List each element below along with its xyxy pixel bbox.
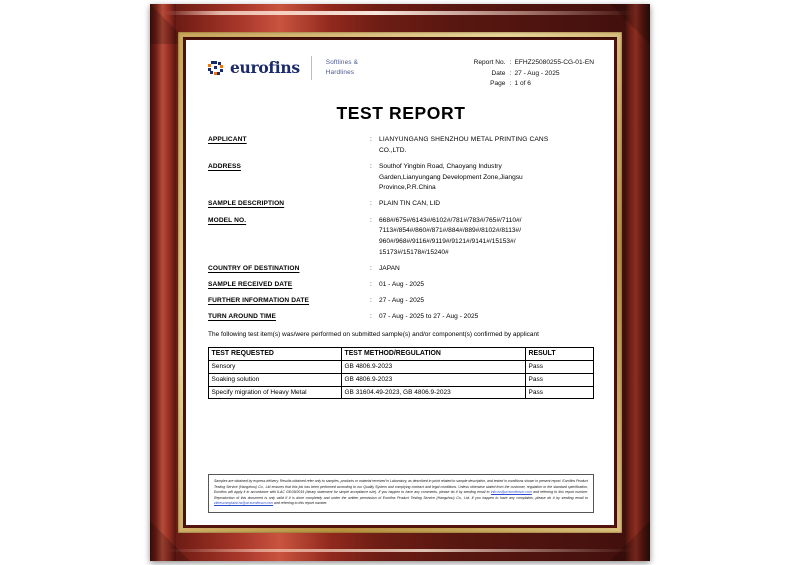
meta-value-date: 27 - Aug - 2025 bbox=[514, 69, 560, 77]
cell-test-requested: Sensory bbox=[209, 361, 342, 374]
field-value-country-of-destination: JAPAN bbox=[379, 264, 400, 272]
frame-gloss-highlight bbox=[164, 11, 636, 15]
cell-test-method: GB 4806.9-2023 bbox=[342, 373, 526, 386]
eurofins-logo bbox=[208, 56, 358, 80]
eurofins-dots-icon bbox=[208, 61, 223, 76]
field-value-turn-around-time: 07 - Aug - 2025 to 27 - Aug - 2025 bbox=[379, 313, 479, 321]
meta-value-page: 1 of 6 bbox=[514, 80, 531, 88]
brand-subtitle-line2: Hardlines bbox=[325, 69, 355, 76]
field-colon-address: : bbox=[370, 162, 372, 170]
cell-result: Pass bbox=[526, 361, 594, 374]
field-colon-applicant: : bbox=[370, 136, 372, 144]
field-turn-around-time bbox=[208, 312, 594, 323]
field-sample-received-date bbox=[208, 280, 594, 291]
report-fields bbox=[208, 135, 594, 323]
field-applicant bbox=[208, 135, 594, 156]
brand-subtitle bbox=[326, 58, 358, 78]
brand-divider bbox=[311, 56, 312, 80]
field-value-sample-description: PLAIN TIN CAN, LID bbox=[379, 200, 441, 208]
table-header-result: RESULT bbox=[526, 347, 594, 360]
field-address bbox=[208, 162, 594, 194]
field-model-no bbox=[208, 216, 594, 259]
brand-subtitle-line1: Softlines & bbox=[325, 59, 358, 67]
field-value-applicant: LIANYUNGANG SHENZHOU METAL PRINTING CANS CO.,LTD. bbox=[379, 136, 549, 154]
field-label-further-information-date: FURTHER INFORMATION DATE bbox=[208, 297, 310, 305]
field-label-applicant: APPLICANT bbox=[208, 136, 247, 144]
table-row bbox=[209, 386, 594, 399]
frame-gloss-highlight-bottom bbox=[166, 549, 634, 552]
report-header bbox=[208, 56, 594, 90]
report-meta bbox=[463, 58, 594, 90]
table-header-test-method: TEST METHOD/REGULATION bbox=[342, 347, 526, 360]
field-label-turn-around-time: TURN AROUND TIME bbox=[208, 313, 277, 321]
meta-row-report-no bbox=[463, 58, 594, 69]
field-value-address: Southof Yingbin Road, Chaoyang Industry Garden,Lianyungang Development Zone,Jiangsu Province,P.R.China bbox=[379, 162, 523, 192]
disclaimer-text bbox=[214, 479, 588, 507]
cell-result: Pass bbox=[526, 386, 594, 399]
brand-name: eurofins bbox=[230, 58, 300, 78]
table-header-test-requested: TEST REQUESTED bbox=[209, 347, 342, 360]
meta-row-page bbox=[463, 79, 594, 90]
frame-bevel-bottom bbox=[150, 535, 650, 561]
frame-bevel-left bbox=[150, 4, 176, 561]
field-label-address: ADDRESS bbox=[208, 162, 241, 170]
field-colon-turn-around-time: : bbox=[370, 313, 372, 321]
meta-value-report-no: EFHZ25080255-CG-01-EN bbox=[514, 59, 594, 66]
meta-label-page: Page bbox=[490, 80, 506, 88]
cell-test-requested: Soaking solution bbox=[209, 373, 342, 386]
disclaimer-email-link-1[interactable]: info.hz@ut.eurofinscn.com bbox=[490, 490, 532, 495]
cell-test-requested: Specify migration of Heavy Metal bbox=[209, 386, 342, 399]
disclaimer-part-3: and referring to this report number. bbox=[273, 501, 328, 506]
field-value-sample-received-date: 01 - Aug - 2025 bbox=[379, 280, 425, 288]
field-colon-sample-received-date: : bbox=[370, 280, 372, 288]
frame-bevel-right bbox=[624, 4, 650, 561]
field-colon-sample-description: : bbox=[370, 200, 372, 208]
field-label-country-of-destination: COUNTRY OF DESTINATION bbox=[208, 264, 300, 272]
meta-row-date bbox=[463, 69, 594, 80]
disclaimer-part-2: and referring to this report number. Reproduction of this document is only valid if it is done completely and under the written permission of Eurofins Product Testing Service (Hangzhou) Co., Ltd. If you happen to have any complaints, please do it by sending email to bbox=[214, 490, 588, 500]
field-label-model-no: MODEL NO. bbox=[208, 216, 247, 224]
meta-colon-page: : bbox=[509, 80, 512, 88]
field-colon-further-information-date: : bbox=[370, 297, 372, 305]
field-value-further-information-date: 27 - Aug - 2025 bbox=[379, 297, 425, 305]
field-colon-country-of-destination: : bbox=[370, 264, 372, 272]
disclaimer-box bbox=[208, 474, 594, 513]
table-header-row bbox=[209, 347, 594, 360]
frame-bevel-top bbox=[150, 4, 650, 30]
picture-frame bbox=[150, 4, 650, 561]
cell-test-method: GB 31604.49-2023, GB 4806.9-2023 bbox=[342, 386, 526, 399]
field-label-sample-description: SAMPLE DESCRIPTION bbox=[208, 200, 285, 208]
report-page bbox=[186, 40, 614, 525]
cell-result: Pass bbox=[526, 373, 594, 386]
meta-colon-date: : bbox=[509, 69, 512, 77]
field-colon-model-no: : bbox=[370, 216, 372, 224]
page-title: TEST REPORT bbox=[336, 103, 466, 124]
table-row bbox=[209, 373, 594, 386]
meta-label-report-no: Report No. bbox=[473, 59, 506, 66]
disclaimer-email-link-2[interactable]: zlinescomplaint.hz@ut.eurofinscn.com bbox=[214, 501, 274, 506]
field-label-sample-received-date: SAMPLE RECEIVED DATE bbox=[208, 280, 293, 288]
field-value-model-no: 668#/675#/6143#/6102#/781#/783#/765#/7110#/ 7113#/854#/860#/871#/884#/889#/8102#/8113#/ 960#/968#/9116#/9119#/9121#/9141#/15153#/ 15173#/15178#/15240# bbox=[379, 216, 522, 256]
cell-test-method: GB 4806.9-2023 bbox=[342, 361, 526, 374]
field-country-of-destination bbox=[208, 264, 594, 275]
field-sample-description bbox=[208, 199, 594, 210]
field-further-information-date bbox=[208, 296, 594, 307]
meta-label-date: Date bbox=[491, 69, 506, 77]
test-results-table bbox=[208, 347, 594, 400]
test-items-note: The following test item(s) was/were performed on submitted sample(s) and/or component(s) confirmed by applicant bbox=[208, 330, 539, 338]
disclaimer-part-1: Samples are obtained by express delivery. Results obtained refer only to samples, products or material received in Laboratory, as described in point related to sample description, and tested in conditions shown in present report. Eurofins Product Testing Service (Hangzhou) Co., Ltd ensures that this job has been performed according to our Quality System and complying contract and legal conditions. Unless otherwise stated from the customer, regulation or the standard specification, Eurofins will apply it in accordance with ILAC G8:09/2019 (binary statement for simple acceptance rule). If you happen to have any comments, please do it by sending email to bbox=[214, 479, 588, 495]
meta-colon-report-no: : bbox=[509, 59, 512, 66]
table-row bbox=[209, 361, 594, 374]
